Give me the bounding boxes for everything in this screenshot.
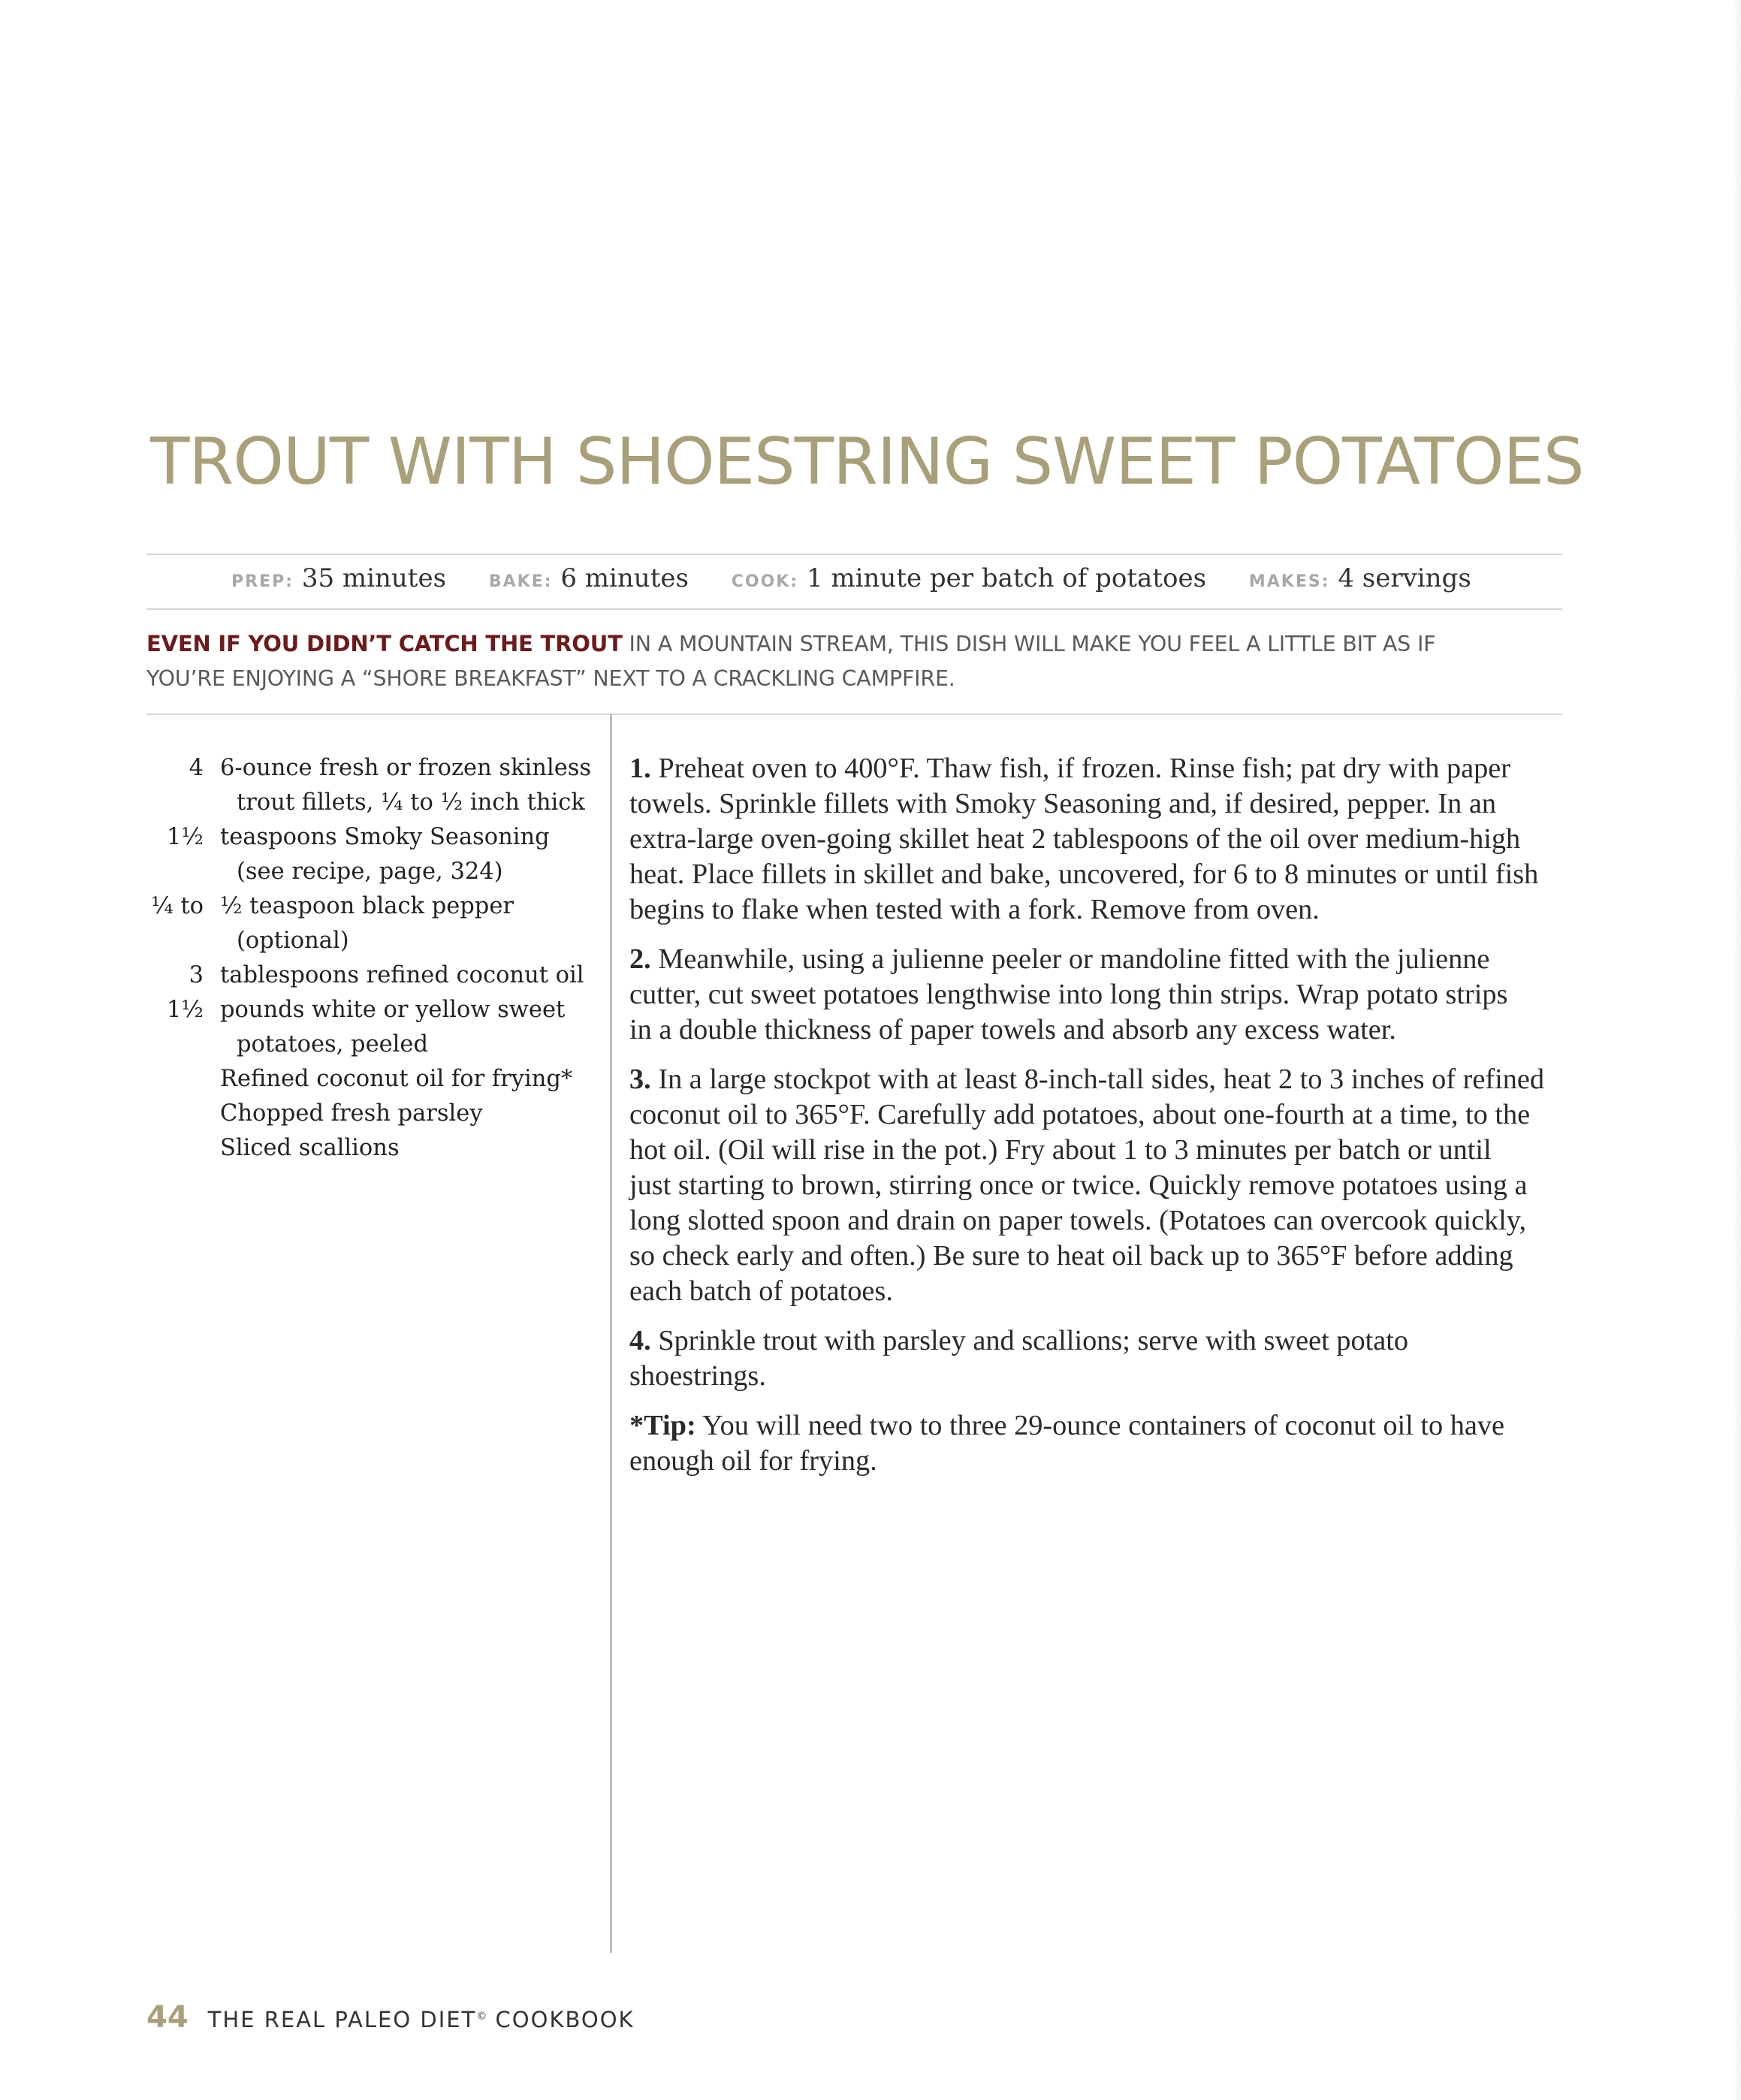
ingredient-qty: 4 [189, 755, 204, 781]
ingredient-line: (optional) [237, 928, 349, 954]
ingredient-line: Chopped fresh parsley [220, 1100, 483, 1127]
step-line [629, 892, 1564, 928]
step-number: 2. [629, 943, 651, 975]
meta-cook [732, 563, 1206, 593]
ingredient-qty [146, 1097, 204, 1131]
ingredient-item [146, 751, 597, 820]
step-line [629, 977, 1564, 1012]
page-edge-shadow [1732, 0, 1741, 2100]
method-steps [629, 751, 1564, 1493]
ingredient-qty [146, 1062, 204, 1097]
step-line [629, 1359, 1564, 1394]
meta-prep-label: PREP: [231, 572, 294, 591]
ingredient-line: 6-ounce fresh or frozen skinless [220, 755, 592, 781]
step-text: Meanwhile, using a julienne peeler or mandoline fitted with the julienne [658, 943, 1490, 975]
step-text: shoestrings. [629, 1360, 766, 1392]
book-title-main: THE REAL PALEO DIET [207, 2007, 477, 2032]
step-text: towels. Sprinkle fillets with Smoky Seasoning and, if desired, pepper. In an [629, 788, 1497, 819]
step-text: long slotted spoon and drain on paper towels. (Potatoes can overcook quickly, [629, 1205, 1527, 1236]
book-title-mark: © [476, 2010, 487, 2023]
step-line [629, 942, 1564, 977]
method-step [629, 1062, 1564, 1309]
page-footer [146, 2000, 635, 2035]
meta-bake [489, 563, 689, 593]
step-line [629, 1203, 1564, 1239]
step-text: Sprinkle trout with parsley and scallions; serve with sweet potato [658, 1325, 1409, 1356]
step-line [629, 857, 1564, 892]
intro-rest-line1: IN A MOUNTAIN STREAM, THIS DISH WILL MAKE YOU FEEL A LITTLE BIT AS IF [629, 632, 1436, 656]
step-text: begins to flake when tested with a fork. Remove from oven. [629, 894, 1320, 925]
step-line [629, 786, 1564, 822]
meta-prep [231, 563, 446, 593]
ingredient-text [204, 1062, 597, 1097]
book-title [208, 2007, 635, 2032]
meta-prep-value: 35 minutes [301, 563, 447, 593]
intro-lead: EVEN IF YOU DIDN’T CATCH THE TROUT [146, 631, 623, 656]
step-line [629, 751, 1564, 786]
ingredient-text [204, 1097, 597, 1131]
ingredient-line: pounds white or yellow sweet [220, 997, 566, 1023]
method-step [629, 1323, 1564, 1394]
step-text: each batch of potatoes. [629, 1275, 893, 1307]
step-text: hot oil. (Oil will rise in the pot.) Fry about 1 to 3 minutes per batch or until [629, 1134, 1492, 1166]
ingredient-line: ½ teaspoon black pepper [220, 893, 514, 919]
step-line [629, 1323, 1564, 1359]
meta-cook-value: 1 minute per batch of potatoes [806, 563, 1207, 593]
ingredient-text [204, 820, 597, 889]
ingredient-item [146, 889, 597, 958]
step-line [629, 1168, 1564, 1203]
column-divider [610, 714, 612, 1953]
meta-bake-label: BAKE: [488, 572, 553, 591]
meta-cook-label: COOK: [731, 572, 799, 591]
ingredient-text [204, 1131, 597, 1166]
ingredient-text [204, 751, 597, 820]
method-step [629, 751, 1564, 928]
step-line [629, 1097, 1564, 1133]
step-text: Preheat oven to 400°F. Thaw fish, if frozen. Rinse fish; pat dry with paper [658, 753, 1510, 784]
ingredient-qty: ¼ to [151, 893, 204, 919]
step-text: enough oil for frying. [629, 1445, 877, 1477]
step-line [629, 1012, 1564, 1048]
ingredient-line: potatoes, peeled [237, 1031, 428, 1058]
ingredient-item [146, 820, 597, 889]
ingredient-line: teaspoons Smoky Seasoning [220, 824, 550, 850]
step-text: just starting to brown, stirring once or twice. Quickly remove potatoes using a [629, 1169, 1528, 1201]
meta-bottom-rule [146, 608, 1562, 610]
step-text: heat. Place fillets in skillet and bake, uncovered, for 6 to 8 minutes or until fish [629, 858, 1539, 890]
step-line [629, 1274, 1564, 1309]
ingredient-qty: 3 [189, 962, 204, 988]
method-step [629, 1408, 1564, 1479]
ingredient-qty [146, 1131, 204, 1166]
ingredient-qty: 1½ [167, 824, 204, 850]
step-text: so check early and often.) Be sure to heat oil back up to 365°F before adding [629, 1240, 1513, 1272]
step-line [629, 1239, 1564, 1274]
meta-makes-label: MAKES: [1248, 572, 1330, 591]
recipe-meta [231, 563, 1471, 593]
ingredient-item [146, 993, 597, 1062]
step-number: 4. [629, 1325, 651, 1356]
ingredient-text [204, 889, 597, 958]
step-line [629, 1062, 1564, 1097]
step-text: coconut oil to 365°F. Carefully add potatoes, about one-fourth at a time, to the [629, 1099, 1531, 1130]
step-text: in a double thickness of paper towels and absorb any excess water. [629, 1014, 1396, 1045]
step-number: *Tip: [629, 1410, 696, 1441]
page-number: 44 [146, 2000, 189, 2035]
ingredient-line: trout fillets, ¼ to ½ inch thick [237, 789, 585, 816]
ingredient-item [146, 1062, 597, 1097]
ingredient-item [146, 1131, 597, 1166]
ingredient-line: tablespoons refined coconut oil [220, 962, 584, 988]
book-title-end: COOKBOOK [487, 2007, 635, 2032]
ingredient-line: (see recipe, page, 324) [237, 858, 503, 885]
step-text: You will need two to three 29-ounce containers of coconut oil to have [702, 1410, 1505, 1441]
step-number: 3. [629, 1064, 651, 1095]
step-text: extra-large oven-going skillet heat 2 tablespoons of the oil over medium-high [629, 823, 1521, 855]
step-number: 1. [629, 753, 651, 784]
step-line [629, 822, 1564, 857]
ingredient-line: Refined coconut oil for frying* [220, 1066, 573, 1092]
ingredient-item [146, 1097, 597, 1131]
ingredient-text [204, 958, 597, 993]
intro-bottom-rule [146, 714, 1562, 715]
meta-makes-value: 4 servings [1338, 563, 1471, 593]
ingredient-text [204, 993, 597, 1062]
meta-makes [1249, 563, 1471, 593]
ingredient-list [146, 751, 597, 1166]
intro-rest-line2: YOU’RE ENJOYING A “SHORE BREAKFAST” NEXT TO A CRACKLING CAMPFIRE. [146, 666, 955, 691]
ingredient-line: Sliced scallions [220, 1135, 400, 1161]
method-step [629, 942, 1564, 1048]
ingredient-item [146, 958, 597, 993]
recipe-title: TROUT WITH SHOESTRING SWEET POTATOES [150, 424, 1584, 499]
step-text: cutter, cut sweet potatoes lengthwise into long thin strips. Wrap potato strips [629, 979, 1508, 1010]
step-line [629, 1408, 1564, 1444]
meta-bake-value: 6 minutes [560, 563, 689, 593]
step-line [629, 1444, 1564, 1479]
ingredient-qty: 1½ [167, 997, 204, 1023]
step-text: In a large stockpot with at least 8-inch-tall sides, heat 2 to 3 inches of refined [658, 1064, 1545, 1095]
recipe-intro [146, 626, 1558, 696]
meta-top-rule [146, 554, 1562, 555]
step-line [629, 1133, 1564, 1168]
